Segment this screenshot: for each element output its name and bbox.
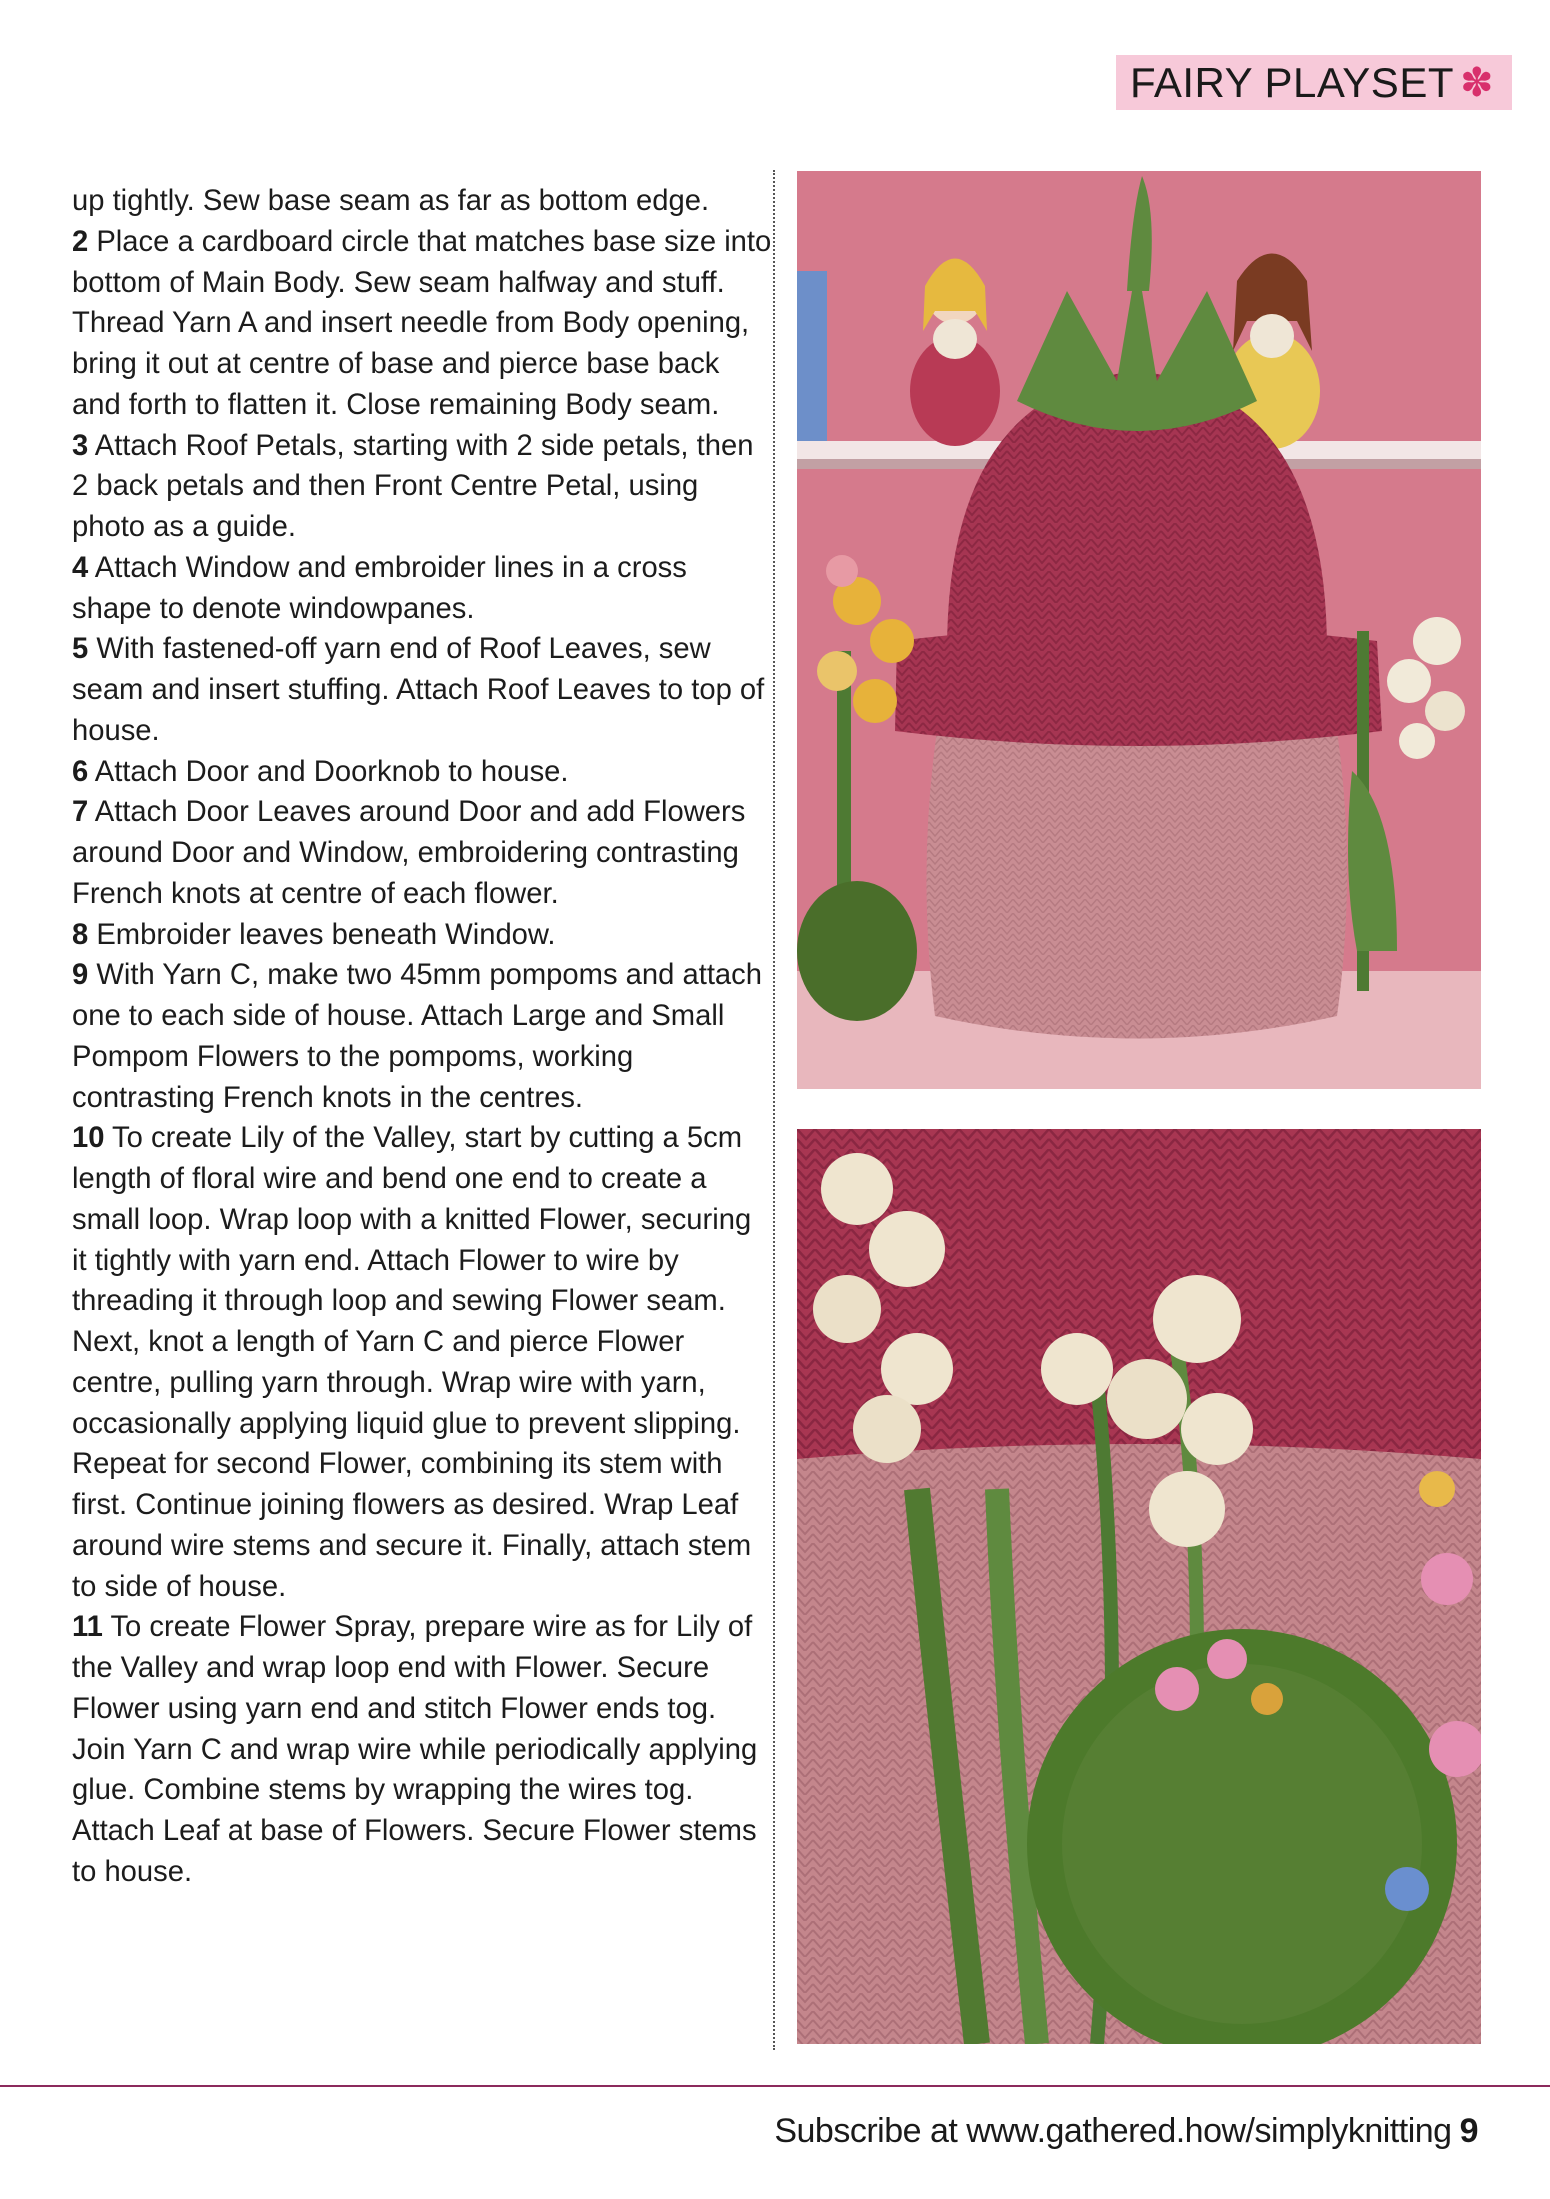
- page-number: 9: [1459, 2112, 1478, 2150]
- section-title: FAIRY PLAYSET: [1130, 58, 1454, 106]
- instruction-step-11: 11 To create Flower Spray, prepare wire as for Lily of the Valley and wrap loop end with Flower. Secure Flower using yarn end and stitch Flower ends tog. Join Yarn C and wrap wire while periodically applying glue. Combine stems by wrapping the wires tog. Attach Leaf at base of Flowers. Secure Flower stems to house.: [72, 1611, 758, 1888]
- instruction-step-8: 8 Embroider leaves beneath Window.: [72, 918, 556, 951]
- instruction-step-3: 3 Attach Roof Petals, starting with 2 side petals, then 2 back petals and then Front Centre Petal, using photo as a guide.: [72, 429, 754, 543]
- page-footer: [774, 2112, 1478, 2151]
- section-tag: [1116, 55, 1512, 110]
- instruction-step-6: 6 Attach Door and Doorknob to house.: [72, 755, 569, 788]
- lily-closeup-illustration: [797, 1129, 1481, 2044]
- instructions-column: [72, 181, 772, 1893]
- instruction-step-9: 9 With Yarn C, make two 45mm pompoms and attach one to each side of house. Attach Large and Small Pompom Flowers to the pompoms, working contrasting French knots in the centres.: [72, 959, 762, 1114]
- instruction-step-1: up tightly. Sew base seam as far as bottom edge.: [72, 185, 710, 217]
- instruction-step-7: 7 Attach Door Leaves around Door and add Flowers around Door and Window, embroidering contrasting French knots at centre of each flower.: [72, 796, 746, 910]
- instruction-step-5: 5 With fastened-off yarn end of Roof Leaves, sew seam and insert stuffing. Attach Roof Leaves to top of house.: [72, 633, 765, 747]
- subscribe-link[interactable]: Subscribe at www.gathered.how/simplyknitting: [774, 2112, 1452, 2150]
- flower-icon: ✽: [1459, 59, 1494, 106]
- footer-rule: [0, 2085, 1550, 2087]
- instruction-step-4: 4 Attach Window and embroider lines in a cross shape to denote windowpanes.: [72, 551, 687, 625]
- fairy-house-photo: [797, 171, 1481, 1089]
- fairy-house-illustration: [797, 171, 1481, 1089]
- instruction-step-10: 10 To create Lily of the Valley, start by cutting a 5cm length of floral wire and bend one end to create a small loop. Wrap loop with a knitted Flower, securing it tightly with yarn end. Attach Flower to wire by threading it through loop and sewing Flower seam. Next, knot a length of Yarn C and pierce Flower centre, pulling yarn through. Wrap wire with yarn, occasionally applying liquid glue to prevent slipping. Repeat for second Flower, combining its stem with first. Continue joining flowers as desired. Wrap Leaf around wire stems and secure it. Finally, attach stem to side of house.: [72, 1122, 752, 1603]
- lily-closeup-photo: [797, 1129, 1481, 2044]
- column-divider: [773, 170, 775, 2050]
- instruction-step-2: 2 Place a cardboard circle that matches base size into bottom of Main Body. Sew seam halfway and stuff. Thread Yarn A and insert needle from Body opening, bring it out at centre of base and pierce base back and forth to flatten it. Close remaining Body seam.: [72, 225, 772, 421]
